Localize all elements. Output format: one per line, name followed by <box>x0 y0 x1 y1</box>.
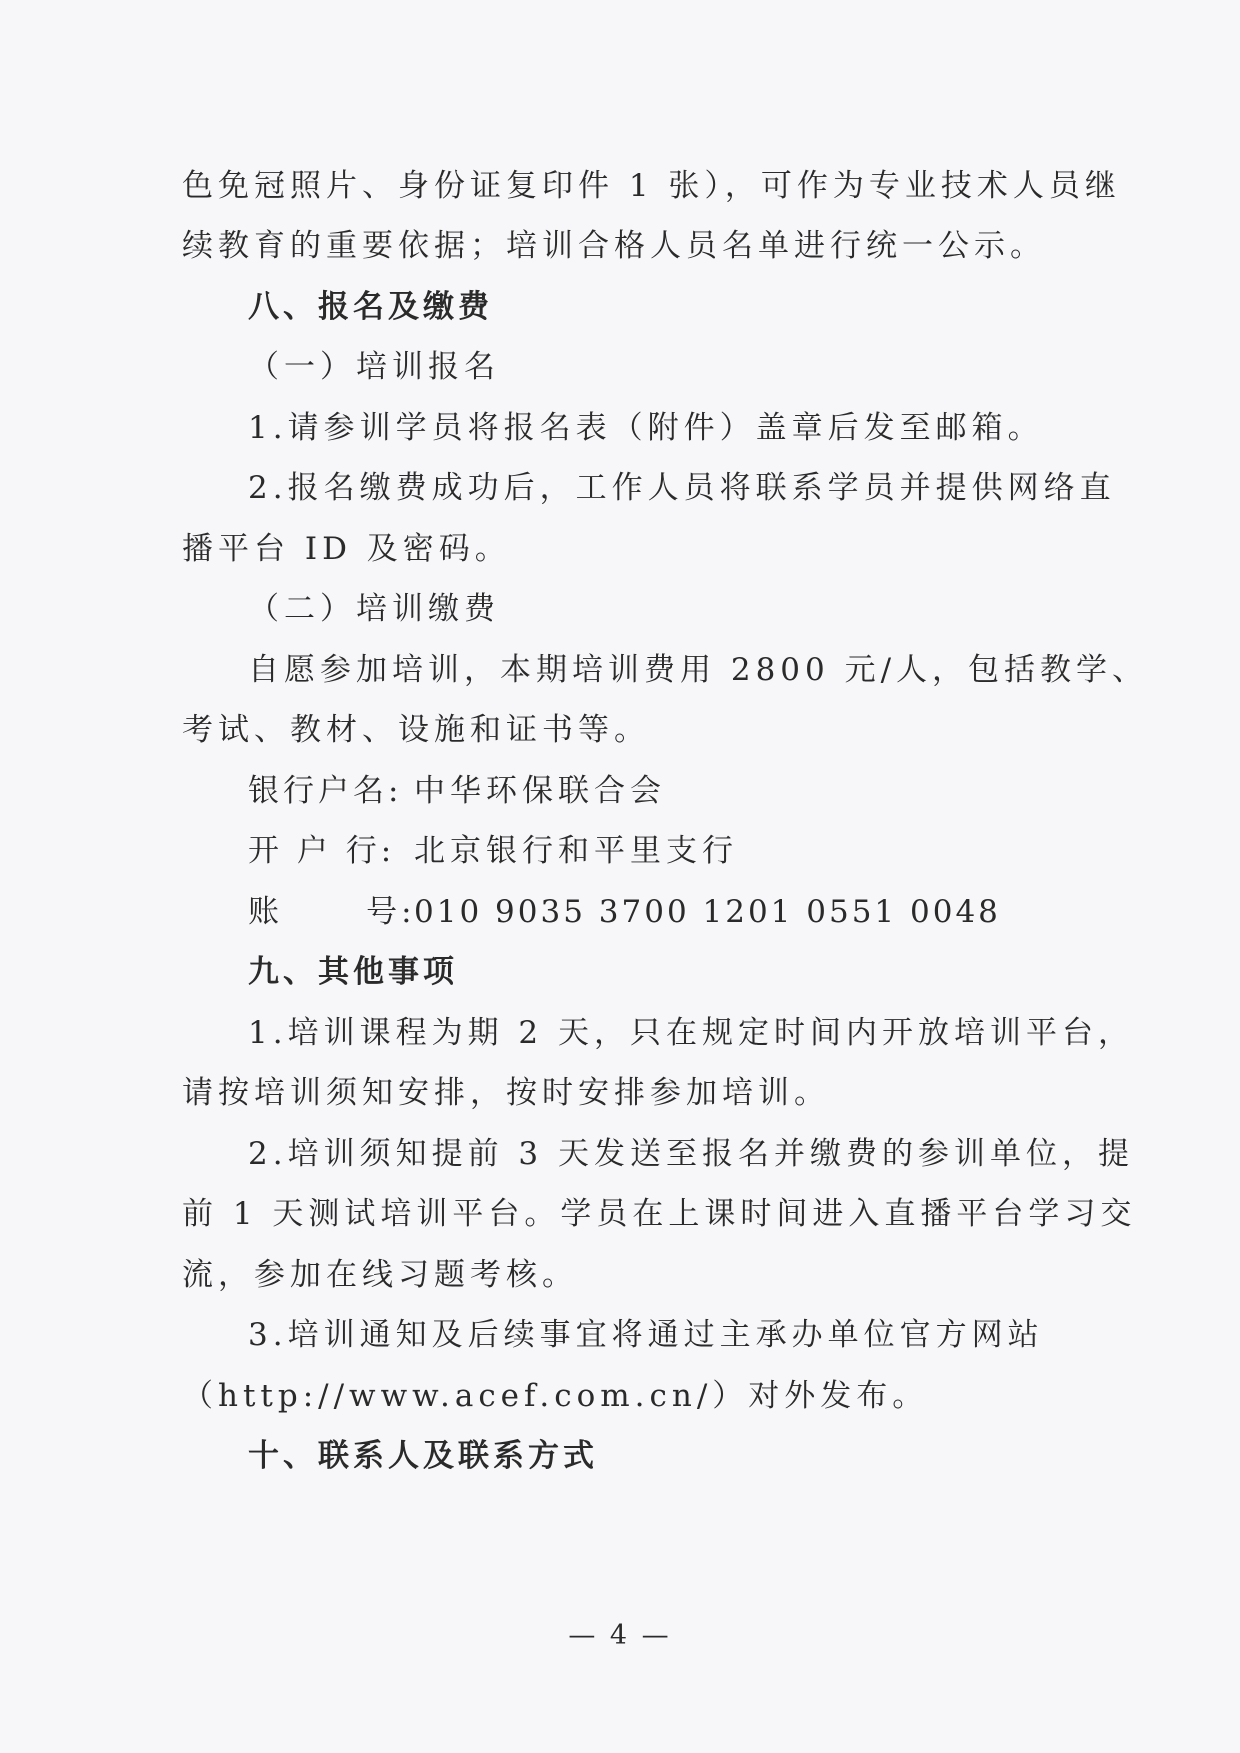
page-number: — 4 — <box>568 1620 672 1651</box>
body-text-line: 自愿参加培训，本期培训费用 2800 元/人，包括教学、 <box>248 652 1149 688</box>
body-text-line: 1.培训课程为期 2 天，只在规定时间内开放培训平台， <box>248 1015 1135 1051</box>
bank-branch-row <box>248 831 738 871</box>
body-text-line: 流，参加在线习题考核。 <box>182 1257 578 1293</box>
body-text-line: （http://www.acef.com.cn/）对外发布。 <box>182 1378 929 1414</box>
bank-account-label: 账 号: <box>248 894 416 930</box>
section-heading: 九、其他事项 <box>248 954 458 990</box>
body-text-line: 考试、教材、设施和证书等。 <box>182 712 650 748</box>
bank-branch-value: 北京银行和平里支行 <box>414 833 738 869</box>
body-text-line: 2.报名缴费成功后，工作人员将联系学员并提供网络直 <box>248 470 1116 506</box>
body-text-line: 3.培训通知及后续事宜将通过主承办单位官方网站 <box>248 1317 1044 1353</box>
bank-account-row <box>248 892 1001 932</box>
body-text-line: 续教育的重要依据；培训合格人员名单进行统一公示。 <box>182 228 1046 264</box>
bank-account-value: 010 9035 3700 1201 0551 0048 <box>414 894 1001 930</box>
body-text-line: 色免冠照片、身份证复印件 1 张），可作为专业技术人员继 <box>182 168 1121 204</box>
subsection-heading: （一）培训报名 <box>248 349 500 385</box>
bank-branch-label: 开 户 行: <box>248 833 396 869</box>
bank-name-value: 中华环保联合会 <box>414 773 666 809</box>
body-text-line: 前 1 天测试培训平台。学员在上课时间进入直播平台学习交 <box>182 1196 1137 1232</box>
body-text-line: 请按培训须知安排，按时安排参加培训。 <box>182 1075 830 1111</box>
bank-name-label: 银行户名: <box>248 773 403 809</box>
body-text-line: 播平台 ID 及密码。 <box>182 531 511 567</box>
body-text-line: 2.培训须知提前 3 天发送至报名并缴费的参训单位，提 <box>248 1136 1135 1172</box>
subsection-heading: （二）培训缴费 <box>248 591 500 627</box>
bank-name-row <box>248 771 666 811</box>
section-heading: 八、报名及缴费 <box>248 289 493 325</box>
section-heading: 十、联系人及联系方式 <box>248 1438 598 1474</box>
body-text-line: 1.请参训学员将报名表（附件）盖章后发至邮箱。 <box>248 410 1044 446</box>
